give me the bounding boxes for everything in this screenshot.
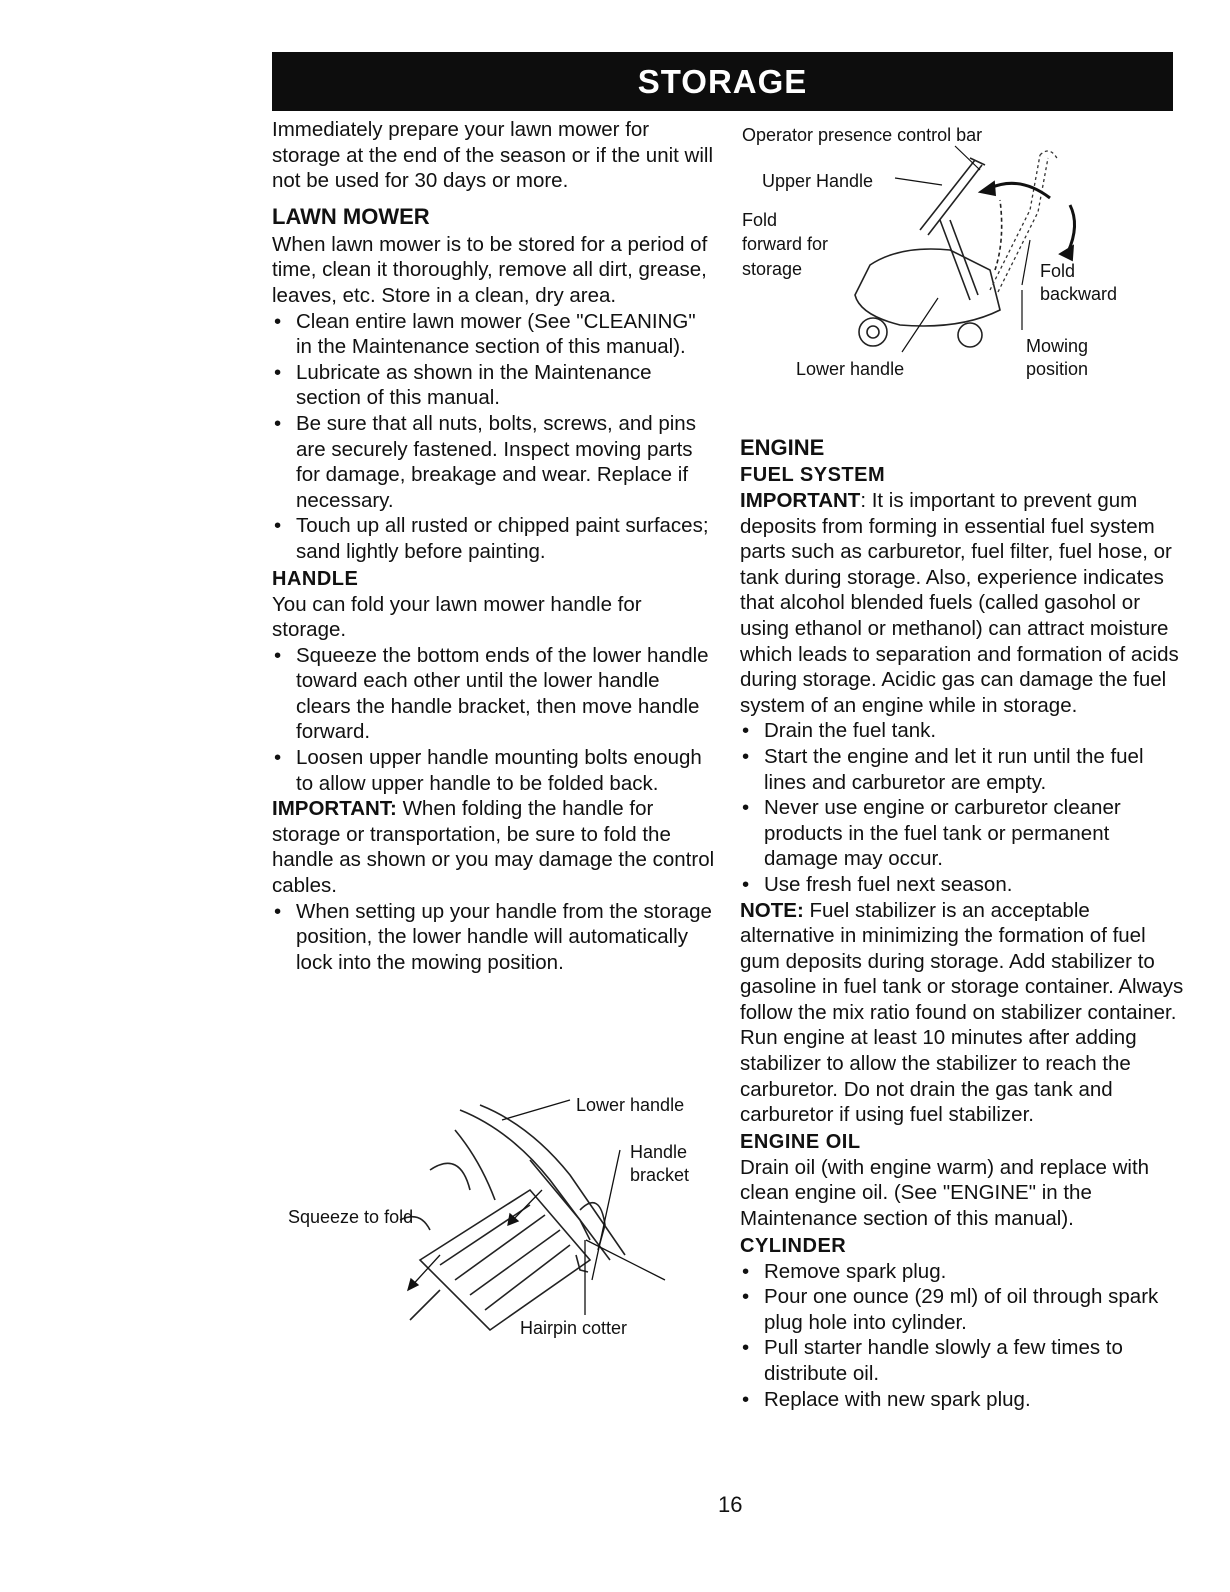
handle-bracket-figure — [280, 1090, 720, 1350]
mower-drawing — [740, 120, 1180, 390]
lawn-mower-list — [272, 309, 717, 565]
important-label: IMPORTANT: — [272, 797, 397, 821]
cylinder-list — [740, 1259, 1185, 1413]
fuel-system-heading: FUEL SYSTEM — [740, 464, 886, 486]
operator-bar-label: Operator presence control bar — [742, 125, 983, 145]
handle-bracket-label-1: Handle — [630, 1142, 688, 1162]
lower-handle-label-2: Lower handle — [796, 359, 905, 379]
engine-oil-heading: ENGINE OIL — [740, 1130, 861, 1153]
fold-forward-label-1: Fold — [742, 210, 778, 230]
engine-oil-text: Drain oil (with engine warm) and replace with clean engine oil. (See "ENGINE" in the Maintenance section of this manual). — [740, 1155, 1150, 1231]
squeeze-label: Squeeze to fold — [288, 1207, 414, 1227]
list-item: • Loosen upper handle mounting bolts enough to allow upper handle to be folded back. — [272, 745, 717, 796]
fold-backward-label-2: backward — [1040, 284, 1118, 304]
list-item: • Lubricate as shown in the Maintenance section of this manual. — [272, 360, 717, 411]
fold-forward-label-2: forward for — [742, 234, 829, 254]
handle-important — [272, 796, 717, 898]
lawn-mower-text: When lawn mower is to be stored for a period of time, clean it thoroughly, remove all dirt, grease, leaves, etc. Store in a clean, dry area. — [272, 232, 708, 307]
intro-text: Immediately prepare your lawn mower for storage at the end of the season or if the unit will not be used for 30 days or more. — [272, 118, 714, 193]
page-number: 16 — [718, 1492, 743, 1517]
list-item: • Be sure that all nuts, bolts, screws, and pins are securely fastened. Inspect moving parts for damage, breakage and wear. Replace if necessary. — [272, 411, 717, 513]
fold-forward-label-3: storage — [742, 259, 803, 279]
fuel-note — [740, 898, 1185, 1128]
list-item: • Squeeze the bottom ends of the lower handle toward each other until the lower handle clears the handle bracket, then move handle forward. — [272, 643, 717, 745]
important-text: When folding the handle for storage or transportation, be sure to fold the handle as shown or you may damage the control cables. — [272, 797, 715, 898]
list-item: • Start the engine and let it run until the fuel lines and carburetor are empty. — [740, 744, 1185, 795]
lawn-mower-heading: LAWN MOWER — [272, 203, 430, 229]
list-item: • When setting up your handle from the storage position, the lower handle will automatically lock into the mowing position. — [272, 899, 717, 976]
list-item: • Drain the fuel tank. — [740, 718, 1185, 744]
list-item: • Use fresh fuel next season. — [740, 872, 1185, 898]
upper-handle-label: Upper Handle — [762, 171, 874, 191]
fold-backward-label-1: Fold — [1040, 261, 1076, 281]
list-item: • Never use engine or carburetor cleaner products in the fuel tank or permanent damage may occur. — [740, 795, 1185, 872]
list-item: • Remove spark plug. — [740, 1259, 1185, 1285]
important-text: : It is important to prevent gum deposits from forming in essential fuel system parts such as carburetor, fuel filter, fuel hose, or tank during storage. Also, experience indicates that alcohol blended fuels (called gasohol or using ethanol or methanol) can attract moisture which leads to separation and formation of acids during storage. Acidic gas can damage the fuel system of an engine while in storage. — [740, 489, 1179, 717]
lower-handle-label: Lower handle — [576, 1095, 685, 1115]
fuel-list — [740, 718, 1185, 897]
handle-heading: HANDLE — [272, 567, 359, 590]
mowing-position-label-1: Mowing — [1026, 336, 1089, 356]
handle-bracket-label-2: bracket — [630, 1165, 690, 1185]
page-title: STORAGE — [272, 52, 1173, 111]
mower-figure — [740, 120, 1180, 390]
right-column — [740, 425, 1185, 1412]
handle-list — [272, 643, 717, 797]
list-item: • Touch up all rusted or chipped paint surfaces; sand lightly before painting. — [272, 513, 717, 564]
important-label: IMPORTANT — [740, 489, 861, 512]
note-text: Fuel stabilizer is an acceptable alternative in minimizing the formation of fuel gum deposits during storage. Add stabilizer to gasoline in fuel tank or storage container. Always follow the mix ratio found on stabilizer container. Run engine at least 10 minutes after adding stabilizer to allow the stabilizer to reach the carburetor. Do not drain the gas tank and carburetor if using fuel stabilizer. — [740, 898, 1184, 1127]
list-item: • Clean entire lawn mower (See "CLEANING" in the Maintenance section of this manual). — [272, 309, 717, 360]
cylinder-heading: CYLINDER — [740, 1234, 847, 1257]
left-column — [272, 117, 717, 975]
list-item: • Replace with new spark plug. — [740, 1387, 1185, 1413]
note-label: NOTE: — [740, 898, 804, 922]
list-item: • Pour one ounce (29 ml) of oil through spark plug hole into cylinder. — [740, 1284, 1185, 1335]
handle-list-2 — [272, 899, 717, 976]
list-item: • Pull starter handle slowly a few times to distribute oil. — [740, 1335, 1185, 1386]
mowing-position-label-2: position — [1026, 359, 1089, 379]
hairpin-label: Hairpin cotter — [520, 1318, 628, 1338]
engine-heading: ENGINE — [740, 435, 825, 460]
handle-text: You can fold your lawn mower handle for storage. — [272, 592, 642, 642]
fuel-important — [740, 488, 1185, 718]
